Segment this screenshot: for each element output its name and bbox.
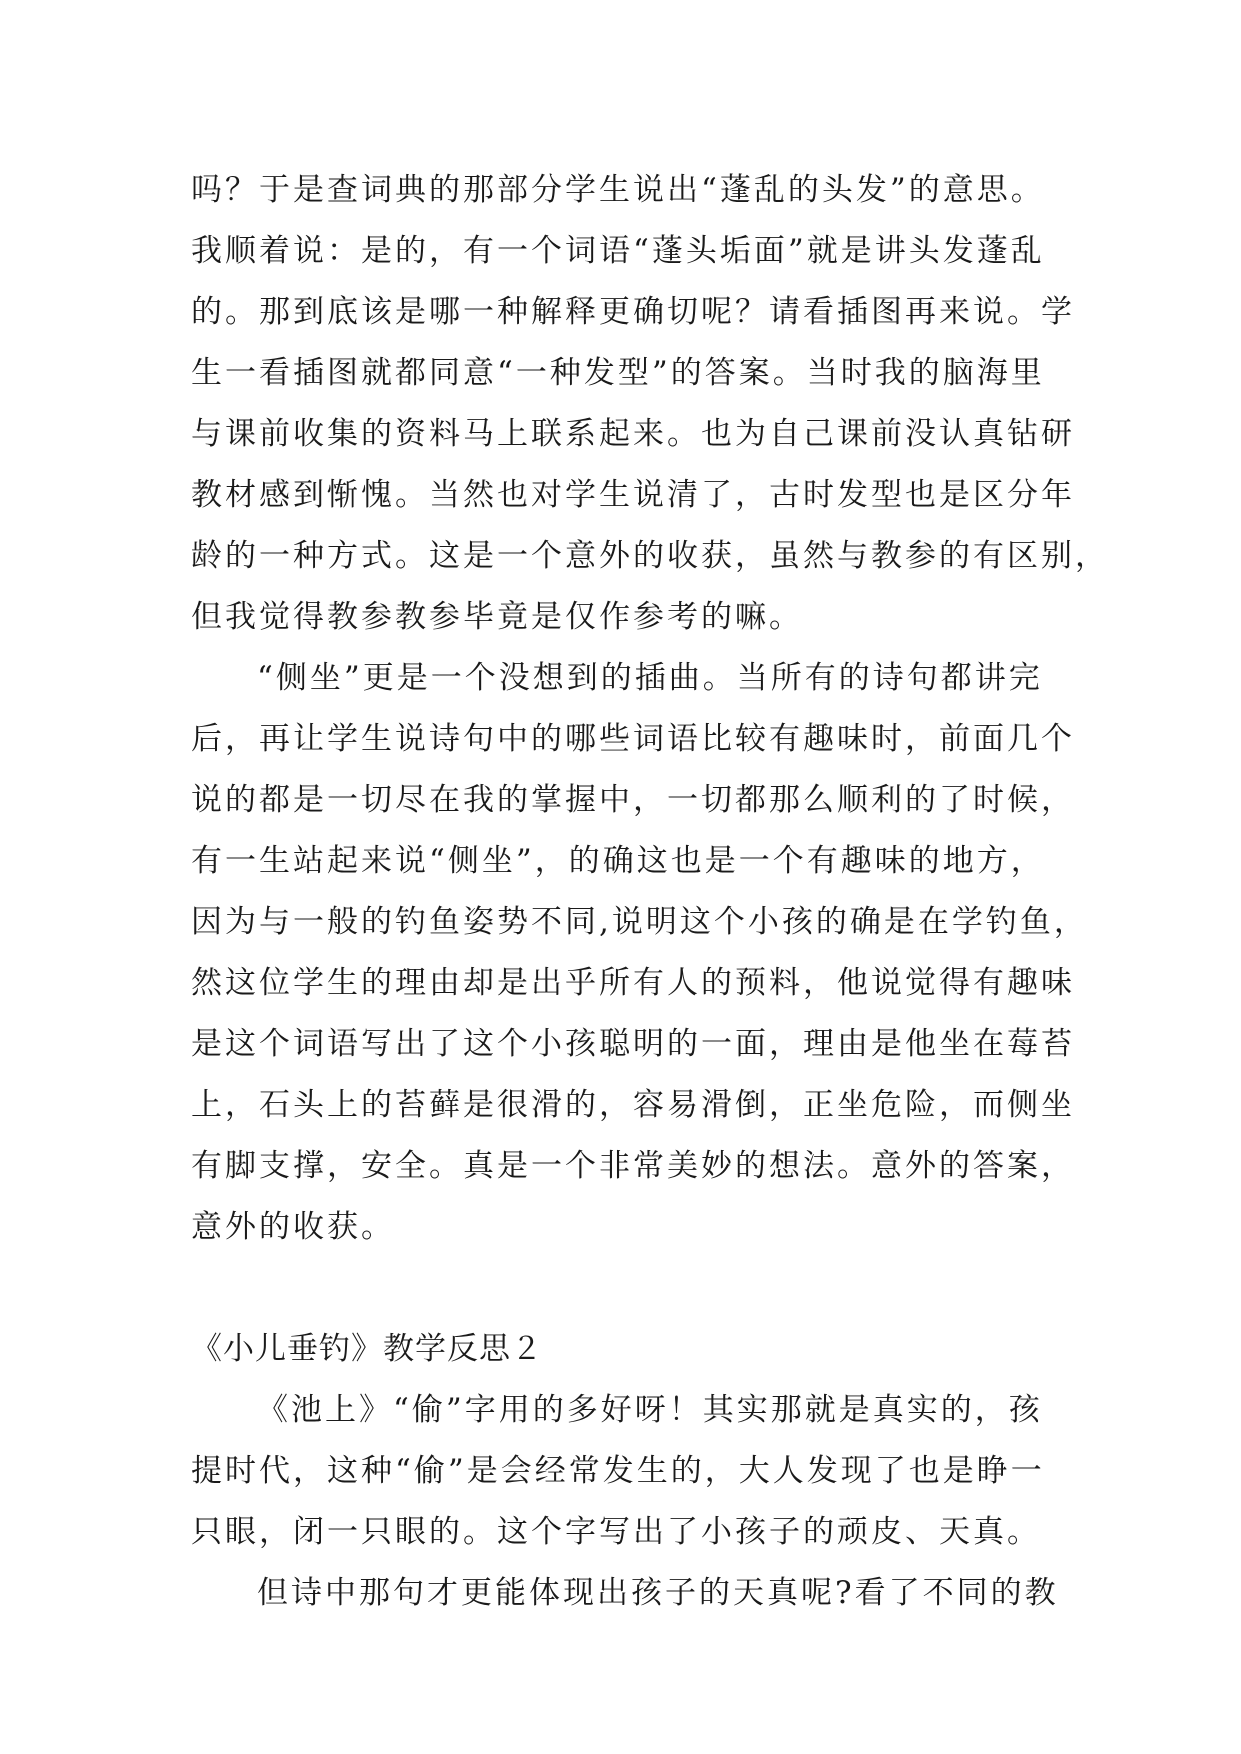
text-line: 吗？于是查词典的那部分学生说出“蓬乱的头发”的意思。 — [191, 172, 1045, 208]
text-line: 但我觉得教参教参毕竟是仅作参考的嘛。 — [191, 599, 803, 635]
text-line: 《池上》“偷”字用的多好呀！其实那就是真实的，孩 — [257, 1392, 1043, 1428]
text-line: 有一生站起来说“侧坐”，的确这也是一个有趣味的地方， — [191, 843, 1045, 879]
text-line: 我顺着说：是的，有一个词语“蓬头垢面”就是讲头发蓬乱 — [191, 233, 1045, 269]
text-line: 因为与一般的钓鱼姿势不同,说明这个小孩的确是在学钓鱼， — [191, 904, 1088, 940]
text-line: 与课前收集的资料马上联系起来。也为自己课前没认真钻研 — [191, 416, 1075, 452]
paragraph-3 — [191, 1380, 1081, 1563]
text-line: 但诗中那句才更能体现出孩子的天真呢?看了不同的教 — [257, 1575, 1059, 1611]
text-line: 教材感到惭愧。当然也对学生说清了，古时发型也是区分年 — [191, 477, 1075, 513]
text-line: 龄的一种方式。这是一个意外的收获，虽然与教参的有区别， — [191, 538, 1109, 574]
text-line: 说的都是一切尽在我的掌握中，一切都那么顺利的了时候， — [191, 782, 1075, 818]
text-line: 只眼，闭一只眼的。这个字写出了小孩子的顽皮、天真。 — [191, 1514, 1041, 1550]
document-body — [191, 160, 1109, 1624]
section-title: 《小儿垂钓》教学反思２ — [191, 1331, 543, 1367]
text-line: 生一看插图就都同意“一种发型”的答案。当时我的脑海里 — [191, 355, 1045, 391]
paragraph-4 — [191, 1563, 1081, 1624]
text-line: 提时代，这种“偷”是会经常发生的，大人发现了也是睁一 — [191, 1453, 1045, 1489]
text-line: 的。那到底该是哪一种解释更确切呢？请看插图再来说。学 — [191, 294, 1075, 330]
paragraph-2 — [191, 648, 1088, 1258]
section-spacer — [191, 1258, 1081, 1319]
text-line: 后，再让学生说诗句中的哪些词语比较有趣味时，前面几个 — [191, 721, 1075, 757]
text-line: 有脚支撑，安全。真是一个非常美妙的想法。意外的答案， — [191, 1148, 1075, 1184]
text-line: “侧坐”更是一个没想到的插曲。当所有的诗句都讲完 — [257, 660, 1043, 696]
text-line: 意外的收获。 — [191, 1209, 395, 1245]
text-line: 然这位学生的理由却是出乎所有人的预料，他说觉得有趣味 — [191, 965, 1075, 1001]
text-line: 上，石头上的苔藓是很滑的，容易滑倒，正坐危险，而侧坐 — [191, 1087, 1075, 1123]
paragraph-1 — [191, 160, 1109, 648]
text-line: 是这个词语写出了这个小孩聪明的一面，理由是他坐在莓苔 — [191, 1026, 1075, 1062]
